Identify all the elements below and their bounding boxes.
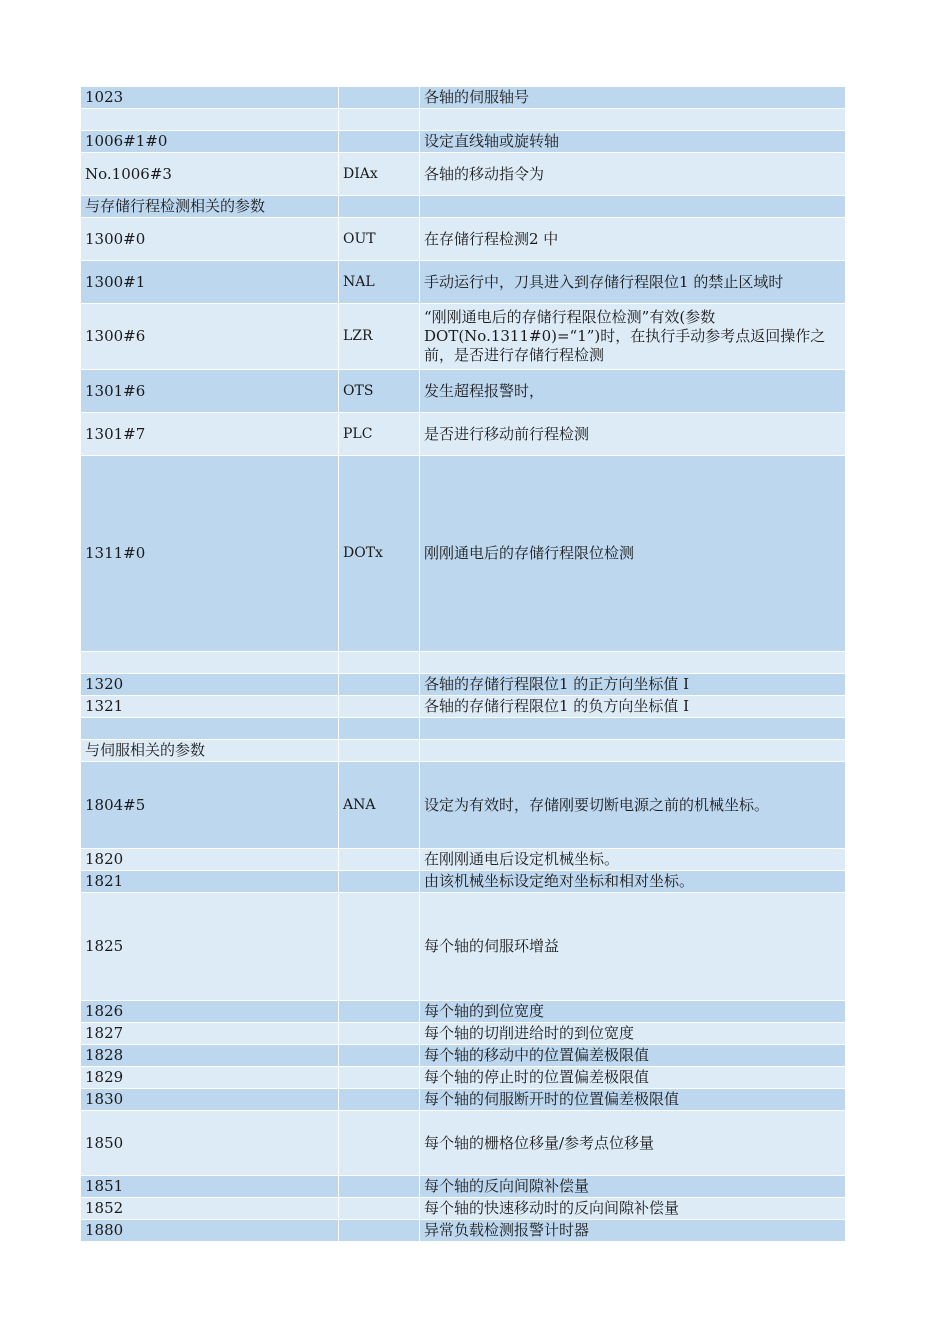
- param-number-cell: 1311#0: [81, 456, 339, 652]
- param-number-cell: 1820: [81, 849, 339, 871]
- param-description-cell: 每个轴的移动中的位置偏差极限值: [420, 1045, 846, 1067]
- table-row: [81, 456, 846, 652]
- table-row: [81, 1111, 846, 1176]
- param-description-cell: 刚刚通电后的存储行程限位检测: [420, 456, 846, 652]
- table-row: [81, 849, 846, 871]
- table-row: [81, 652, 846, 674]
- param-symbol-cell: [339, 1089, 420, 1111]
- param-number-cell: 1829: [81, 1067, 339, 1089]
- table-row: [81, 261, 846, 304]
- param-description-cell: [420, 109, 846, 131]
- table-row: [81, 1001, 846, 1023]
- param-description-cell: 是否进行移动前行程检测: [420, 413, 846, 456]
- table-row: [81, 1198, 846, 1220]
- param-description-cell: 设定直线轴或旋转轴: [420, 131, 846, 153]
- table-row: [81, 1176, 846, 1198]
- param-number-cell: 1301#7: [81, 413, 339, 456]
- param-description-cell: 各轴的存储行程限位1 的负方向坐标值 I: [420, 696, 846, 718]
- param-number-cell: 1300#1: [81, 261, 339, 304]
- param-description-cell: 每个轴的栅格位移量/参考点位移量: [420, 1111, 846, 1176]
- param-symbol-cell: [339, 109, 420, 131]
- param-description-cell: 异常负载检测报警计时器: [420, 1220, 846, 1242]
- param-description-cell: 各轴的伺服轴号: [420, 87, 846, 109]
- table-row: [81, 218, 846, 261]
- param-description-cell: 每个轴的反向间隙补偿量: [420, 1176, 846, 1198]
- table-row: [81, 1045, 846, 1067]
- param-number-cell: 1827: [81, 1023, 339, 1045]
- param-number-cell: 与伺服相关的参数: [81, 740, 339, 762]
- param-number-cell: 1830: [81, 1089, 339, 1111]
- param-number-cell: 与存储行程检测相关的参数: [81, 196, 339, 218]
- param-description-cell: 每个轴的停止时的位置偏差极限值: [420, 1067, 846, 1089]
- param-symbol-cell: [339, 131, 420, 153]
- parameter-table: [80, 86, 846, 1242]
- param-symbol-cell: [339, 740, 420, 762]
- param-symbol-cell: PLC: [339, 413, 420, 456]
- param-number-cell: [81, 652, 339, 674]
- param-symbol-cell: [339, 871, 420, 893]
- param-symbol-cell: [339, 1198, 420, 1220]
- param-symbol-cell: [339, 1067, 420, 1089]
- param-symbol-cell: [339, 652, 420, 674]
- param-symbol-cell: [339, 674, 420, 696]
- param-description-cell: [420, 740, 846, 762]
- table-row: [81, 87, 846, 109]
- param-symbol-cell: DIAx: [339, 153, 420, 196]
- table-row: [81, 131, 846, 153]
- param-description-cell: 在存储行程检测2 中: [420, 218, 846, 261]
- param-number-cell: 1300#6: [81, 304, 339, 370]
- param-description-cell: 每个轴的切削进给时的到位宽度: [420, 1023, 846, 1045]
- param-symbol-cell: [339, 696, 420, 718]
- table-row: [81, 696, 846, 718]
- param-symbol-cell: [339, 893, 420, 1001]
- param-number-cell: 1321: [81, 696, 339, 718]
- param-number-cell: No.1006#3: [81, 153, 339, 196]
- table-row: [81, 153, 846, 196]
- param-symbol-cell: [339, 196, 420, 218]
- param-number-cell: 1826: [81, 1001, 339, 1023]
- param-symbol-cell: [339, 1220, 420, 1242]
- param-number-cell: 1320: [81, 674, 339, 696]
- param-description-cell: 每个轴的快速移动时的反向间隙补偿量: [420, 1198, 846, 1220]
- param-number-cell: 1821: [81, 871, 339, 893]
- param-number-cell: 1023: [81, 87, 339, 109]
- param-description-cell: 各轴的移动指令为: [420, 153, 846, 196]
- param-symbol-cell: [339, 849, 420, 871]
- table-row: [81, 1220, 846, 1242]
- table-row: [81, 109, 846, 131]
- param-symbol-cell: [339, 718, 420, 740]
- param-symbol-cell: LZR: [339, 304, 420, 370]
- param-description-cell: [420, 196, 846, 218]
- param-number-cell: [81, 109, 339, 131]
- param-description-cell: 每个轴的伺服环增益: [420, 893, 846, 1001]
- param-number-cell: 1850: [81, 1111, 339, 1176]
- param-number-cell: 1852: [81, 1198, 339, 1220]
- param-number-cell: [81, 718, 339, 740]
- param-description-cell: 每个轴的伺服断开时的位置偏差极限值: [420, 1089, 846, 1111]
- table-row: [81, 413, 846, 456]
- table-row: [81, 871, 846, 893]
- section-header-row: [81, 740, 846, 762]
- param-symbol-cell: [339, 1176, 420, 1198]
- param-description-cell: “刚刚通电后的存储行程限位检测”有效(参数DOT(No.1311#0)=“1”)时，在执行手动参考点返回操作之前，是否进行存储行程检测: [420, 304, 846, 370]
- param-symbol-cell: OUT: [339, 218, 420, 261]
- param-symbol-cell: DOTx: [339, 456, 420, 652]
- table-row: [81, 370, 846, 413]
- param-symbol-cell: [339, 87, 420, 109]
- table-row: [81, 762, 846, 849]
- param-number-cell: 1880: [81, 1220, 339, 1242]
- param-description-cell: [420, 718, 846, 740]
- param-number-cell: 1825: [81, 893, 339, 1001]
- param-description-cell: 设定为有效时，存储刚要切断电源之前的机械坐标。: [420, 762, 846, 849]
- param-description-cell: [420, 652, 846, 674]
- param-symbol-cell: NAL: [339, 261, 420, 304]
- parameter-table-body: [81, 87, 846, 1242]
- param-description-cell: 由该机械坐标设定绝对坐标和相对坐标。: [420, 871, 846, 893]
- param-symbol-cell: ANA: [339, 762, 420, 849]
- param-description-cell: 各轴的存储行程限位1 的正方向坐标值 I: [420, 674, 846, 696]
- param-symbol-cell: [339, 1023, 420, 1045]
- table-row: [81, 893, 846, 1001]
- param-number-cell: 1804#5: [81, 762, 339, 849]
- param-symbol-cell: [339, 1111, 420, 1176]
- table-row: [81, 1067, 846, 1089]
- param-description-cell: 发生超程报警时，: [420, 370, 846, 413]
- param-description-cell: 手动运行中，刀具进入到存储行程限位1 的禁止区域时: [420, 261, 846, 304]
- param-description-cell: 在刚刚通电后设定机械坐标。: [420, 849, 846, 871]
- table-row: [81, 1023, 846, 1045]
- param-symbol-cell: [339, 1001, 420, 1023]
- param-number-cell: 1828: [81, 1045, 339, 1067]
- section-header-row: [81, 196, 846, 218]
- param-number-cell: 1851: [81, 1176, 339, 1198]
- param-number-cell: 1300#0: [81, 218, 339, 261]
- table-row: [81, 718, 846, 740]
- table-row: [81, 674, 846, 696]
- param-symbol-cell: [339, 1045, 420, 1067]
- table-row: [81, 304, 846, 370]
- param-number-cell: 1006#1#0: [81, 131, 339, 153]
- param-number-cell: 1301#6: [81, 370, 339, 413]
- param-symbol-cell: OTS: [339, 370, 420, 413]
- table-row: [81, 1089, 846, 1111]
- param-description-cell: 每个轴的到位宽度: [420, 1001, 846, 1023]
